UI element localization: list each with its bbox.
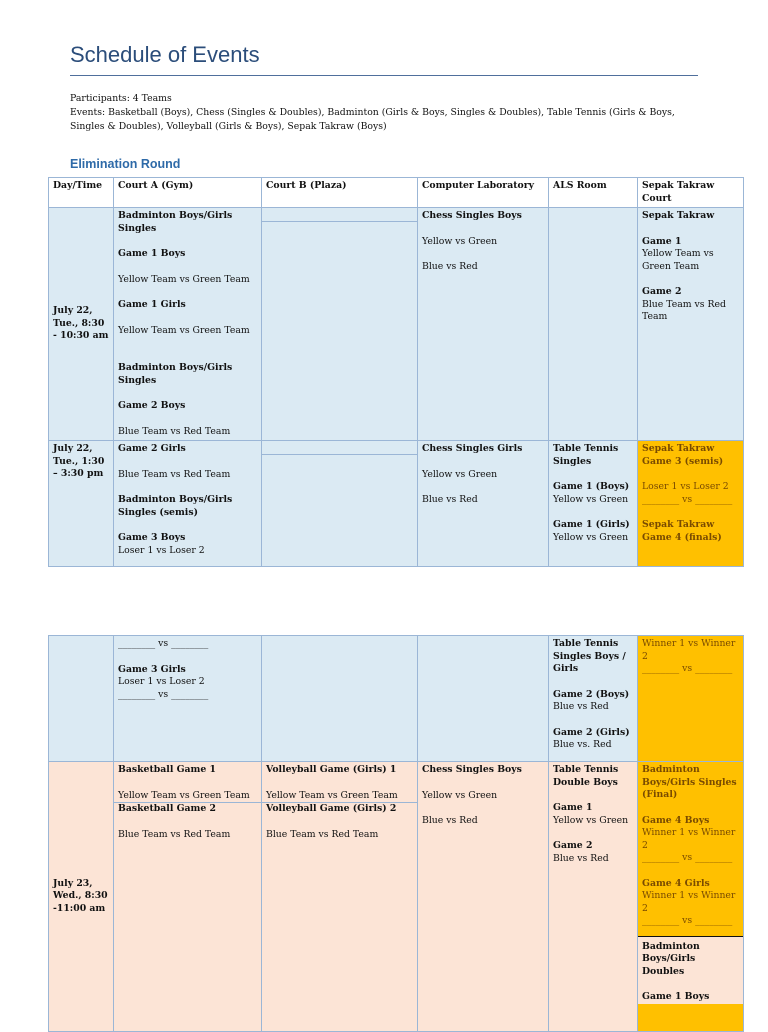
row2-lab-heading: Chess Singles Girls: [422, 443, 523, 454]
row2-court-a: [114, 441, 262, 567]
row4-sepak-game1: Game 4 Boys: [642, 814, 710, 826]
row4-als: [549, 762, 638, 1032]
row4-als-game1-match: Yellow vs Green: [553, 814, 629, 826]
row1-lab-heading: Chess Singles Boys: [422, 210, 522, 221]
row3-als-game1: Game 2 (Boys): [553, 688, 630, 700]
row4-sepak-game2-match: Winner 1 vs Winner 2: [642, 890, 736, 914]
row3-sepak-blank: ________ vs ________: [642, 663, 733, 674]
row2-time: July 22, Tue., 1:30 – 3:30 pm: [49, 441, 114, 567]
row1-lab: [418, 208, 549, 441]
row2-als: [549, 441, 638, 567]
section-heading: Elimination Round: [70, 157, 181, 171]
schedule-table-part2: [48, 635, 744, 1032]
row2-court-a-game1-match: Blue Team vs Red Team: [118, 468, 231, 480]
row3-sepak-match: Winner 1 vs Winner 2: [642, 638, 736, 662]
row2-lab: [418, 441, 549, 567]
row1-lab-match1: Yellow vs Green: [422, 235, 498, 247]
row1-sepak-game2: Game 2: [642, 286, 682, 297]
row2-sepak-match: Loser 1 vs Loser 2: [642, 481, 729, 492]
row1-court-b: [262, 208, 418, 441]
row4-court-a-heading2: Basketball Game 2: [114, 802, 261, 816]
row2-court-a-game2-match: Loser 1 vs Loser 2: [118, 544, 205, 556]
row3-als: [549, 636, 638, 762]
row4-sepak-blank1: ________ vs ________: [642, 852, 733, 863]
row1-time: July 22, Tue., 8:30 - 10:30 am: [49, 208, 114, 441]
row4-sepak: [638, 762, 744, 1032]
schedule-table-part1: [48, 177, 744, 567]
table-row: [49, 762, 744, 1032]
row3-time: [49, 636, 114, 762]
row4-lab-match1: Yellow vs Green: [422, 789, 498, 801]
row2-sepak-heading: Sepak Takraw Game 3 (semis): [642, 443, 724, 467]
row3-court-a-game: Game 3 Girls: [118, 663, 186, 675]
row1-court-a: [114, 208, 262, 441]
row1-court-a-game1-match: Yellow Team vs Green Team: [118, 273, 250, 285]
row2-lab-match2: Blue vs Red: [422, 494, 478, 505]
header-sepak-court: Sepak Takraw Court: [638, 178, 744, 208]
row3-als-heading: Table Tennis Singles Boys / Girls: [553, 638, 626, 674]
row4-als-game2: Game 2: [553, 840, 593, 851]
row2-court-a-game1: Game 2 Girls: [118, 443, 186, 454]
row4-als-heading: Table Tennis Double Boys: [553, 764, 619, 788]
row3-court-a-blank2: ________ vs ________: [118, 688, 209, 700]
row1-court-a-game3: Game 2 Boys: [118, 400, 186, 411]
row3-als-game1-match: Blue vs Red: [553, 701, 609, 712]
row3-court-b: [262, 636, 418, 762]
row1-court-a-game2-match: Yellow Team vs Green Team: [118, 324, 250, 336]
row4-court-b-match2: Blue Team vs Red Team: [266, 828, 379, 840]
row1-sepak-game2-match: Blue Team vs Red Team: [642, 298, 726, 322]
participants-line: Participants: 4 Teams: [70, 93, 172, 104]
row4-sepak-blank2: ________ vs ________: [642, 915, 733, 926]
row2-sepak-blank: ________ vs ________: [642, 493, 733, 505]
row1-court-a-game2: Game 1 Girls: [118, 299, 186, 310]
row4-sepak-doubles-block: [638, 936, 743, 1004]
row2-lab-match1: Yellow vs Green: [422, 468, 498, 480]
header-day-time: Day/Time: [49, 178, 114, 208]
row4-court-b-heading2: Volleyball Game (Girls) 2: [262, 802, 417, 816]
row2-court-a-game2: Game 3 Boys: [118, 532, 186, 543]
row2-court-a-heading: Badminton Boys/Girls Singles (semis): [118, 494, 233, 518]
row4-lab-heading: Chess Singles Boys: [422, 764, 522, 775]
row4-sepak-heading: Badminton Boys/Girls Singles (Final): [642, 764, 737, 800]
row4-court-a-heading1: Basketball Game 1: [118, 764, 217, 775]
row4-lab: [418, 762, 549, 1032]
events-line: Events: Basketball (Boys), Chess (Singles & Doubles), Badminton (Girls & Boys, Singles & Doubles), Table Tennis (Girls & Boys, Singles & Doubles), Volleyball (Girls & Boys), Sepak Takraw (Boys): [70, 107, 675, 132]
row1-sepak-game1-match: Yellow Team vs Green Team: [642, 248, 714, 272]
page-title: Schedule of Events: [70, 42, 260, 67]
row4-sepak-heading2: Badminton Boys/Girls Doubles: [642, 940, 700, 977]
row1-court-a-game3-match: Blue Team vs Red Team: [118, 425, 231, 437]
table-header-row: [49, 178, 744, 208]
row2-sepak-heading2: Sepak Takraw Game 4 (finals): [642, 519, 722, 543]
row3-court-a-game-match: Loser 1 vs Loser 2: [118, 676, 205, 687]
row3-als-game2-match: Blue vs. Red: [553, 739, 612, 750]
row4-court-a: [114, 762, 262, 1032]
row1-court-a-heading: Badminton Boys/Girls Singles: [118, 210, 233, 234]
row3-lab: [418, 636, 549, 762]
row3-sepak: [638, 636, 744, 762]
row2-als-game2-match: Yellow vs Green: [553, 531, 629, 543]
table-row: [49, 208, 744, 441]
row3-als-game2: Game 2 (Girls): [553, 726, 630, 738]
row4-time: July 23, Wed., 8:30 -11:00 am: [49, 762, 114, 1032]
row1-sepak: [638, 208, 744, 441]
row1-court-a-heading2: Badminton Boys/Girls Singles: [118, 362, 233, 386]
row2-sepak: [638, 441, 744, 567]
row4-lab-match2: Blue vs Red: [422, 815, 478, 826]
row4-court-b-match1: Yellow Team vs Green Team: [266, 789, 398, 801]
row2-als-game2: Game 1 (Girls): [553, 519, 630, 530]
row1-sepak-heading: Sepak Takraw: [642, 210, 715, 221]
row3-court-a-blank1: ________ vs ________: [118, 638, 209, 649]
row4-court-a-match1: Yellow Team vs Green Team: [118, 789, 250, 801]
row1-court-a-game1: Game 1 Boys: [118, 248, 186, 259]
row2-als-game1: Game 1 (Boys): [553, 481, 630, 492]
row4-sepak-game3: Game 1 Boys: [642, 991, 710, 1002]
row4-als-game1: Game 1: [553, 802, 593, 813]
row2-court-b: [262, 441, 418, 567]
row4-als-game2-match: Blue vs Red: [553, 852, 609, 864]
header-court-a: Court A (Gym): [114, 178, 262, 208]
row4-court-b: [262, 762, 418, 1032]
table-row: [49, 636, 744, 762]
row2-als-game1-match: Yellow vs Green: [553, 493, 629, 505]
header-court-b: Court B (Plaza): [262, 178, 418, 208]
title-divider: [70, 75, 698, 76]
header-computer-lab: Computer Laboratory: [418, 178, 549, 208]
row4-court-a-match2: Blue Team vs Red Team: [118, 828, 231, 840]
row1-lab-match2: Blue vs Red: [422, 261, 478, 272]
intro-text: [70, 92, 710, 134]
row4-sepak-game2: Game 4 Girls: [642, 877, 710, 889]
table-row: [49, 441, 744, 567]
row1-als: [549, 208, 638, 441]
row1-sepak-game1: Game 1: [642, 235, 682, 247]
row4-sepak-game1-match: Winner 1 vs Winner 2: [642, 827, 736, 851]
row4-court-b-heading1: Volleyball Game (Girls) 1: [266, 764, 397, 775]
row3-court-a: [114, 636, 262, 762]
header-als-room: ALS Room: [549, 178, 638, 208]
row2-als-heading: Table Tennis Singles: [553, 443, 619, 467]
